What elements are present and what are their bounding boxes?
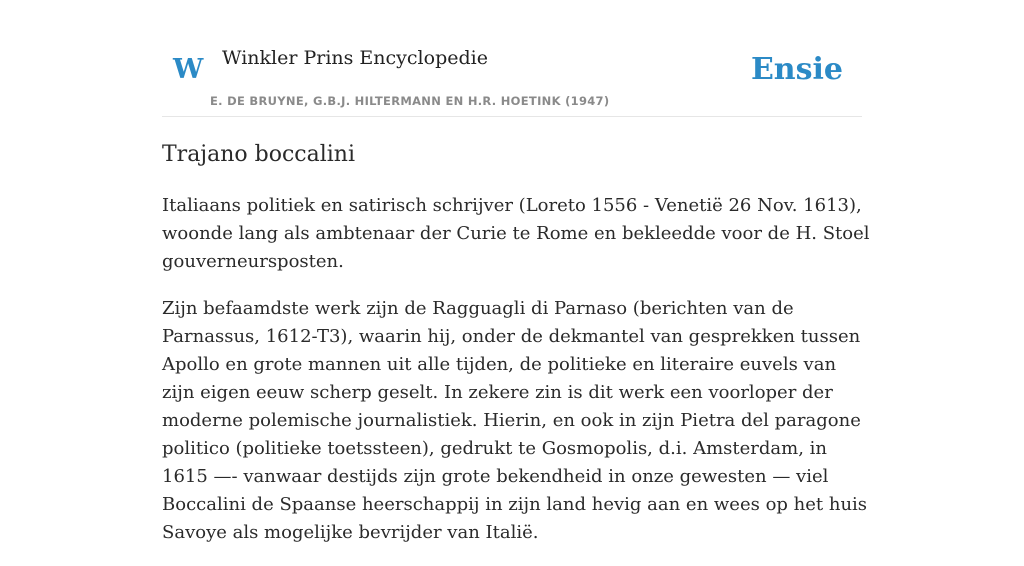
page [162, 0, 870, 543]
book-logo[interactable]: W [173, 54, 204, 85]
entry-content [162, 192, 872, 566]
book-authors: E. DE BRUYNE, G.B.J. HILTERMANN EN H.R. HOETINK (1947) [210, 94, 610, 108]
entry-title: Trajano boccalini [162, 142, 356, 167]
book-title-link[interactable]: Winkler Prins Encyclopedie [222, 47, 488, 69]
entry-paragraph: Italiaans politiek en satirisch schrijver (Loreto 1556 - Venetië 26 Nov. 1613), woonde lang als ambtenaar der Curie te Rome en bekleedde voor de H. Stoel gouverneursposten. [162, 195, 870, 272]
ensie-logo-link[interactable]: Ensie [750, 52, 843, 87]
book-header [162, 0, 862, 117]
entry-paragraph: Zijn befaamdste werk zijn de Ragguagli di Parnaso (berichten van de Parnassus, 1612-T3), waarin hij, onder de dekmantel van gesprekken tussen Apollo en grote mannen uit alle tijden, de politieke en literaire euvels van zijn eigen eeuw scherp geselt. In zekere zin is dit werk een voorloper der moderne polemische journalistiek. Hierin, en ook in zijn Pietra del paragone politico (politieke toetssteen), gedrukt te Gosmopolis, d.i. Amsterdam, in 1615 —- vanwaar destijds zijn grote bekendheid in onze gewesten — viel Boccalini de Spaanse heerschappij in zijn land hevig aan en wees op het huis Savoye als mogelijke bevrijder van Italië. [162, 298, 868, 543]
